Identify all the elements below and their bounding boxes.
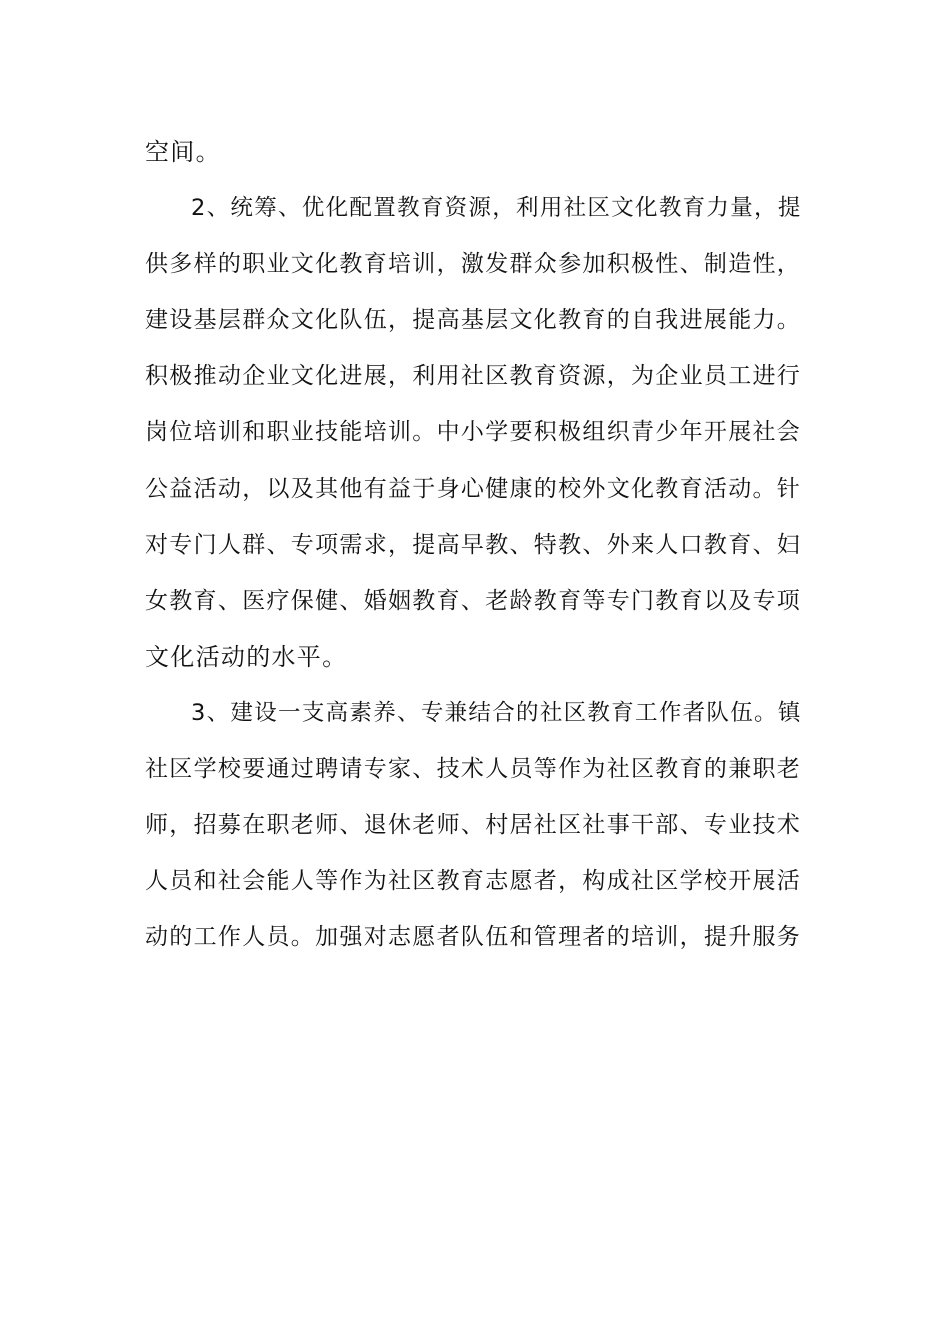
document-body: [145, 132, 805, 973]
text-line: 积极推动企业文化进展，利用社区教育资源，为企业员工进行: [145, 363, 802, 390]
text-line: 女教育、医疗保健、婚姻教育、老龄教育等专门教育以及专项: [145, 587, 802, 614]
text-line: 社区学校要通过聘请专家、技术人员等作为社区教育的兼职老: [145, 756, 802, 783]
text-line: 建设基层群众文化队伍，提高基层文化教育的自我进展能力。: [145, 307, 802, 334]
text-line: 动的工作人员。加强对志愿者队伍和管理者的培训，提升服务: [145, 924, 802, 951]
paragraph-2-start: 2、统筹、优化配置教育资源，利用社区文化教育力量，提: [191, 195, 802, 222]
text-line: 文化活动的水平。: [145, 642, 348, 671]
text-line: 对专门人群、专项需求，提高早教、特教、外来人口教育、妇: [145, 531, 802, 558]
text-line: 空间。: [145, 138, 221, 166]
text-line: 岗位培训和职业技能培训。中小学要积极组织青少年开展社会: [145, 419, 802, 446]
text-line: 公益活动，以及其他有益于身心健康的校外文化教育活动。针: [145, 475, 802, 502]
text-line: 师，招募在职老师、退休老师、村居社区社事干部、专业技术: [145, 812, 802, 839]
paragraph-3-start: 3、建设一支高素养、专兼结合的社区教育工作者队伍。镇: [191, 699, 802, 726]
text-line: 人员和社会能人等作为社区教育志愿者，构成社区学校开展活: [145, 868, 802, 895]
text-line: 供多样的职业文化教育培训，激发群众参加积极性、制造性，: [145, 251, 802, 278]
